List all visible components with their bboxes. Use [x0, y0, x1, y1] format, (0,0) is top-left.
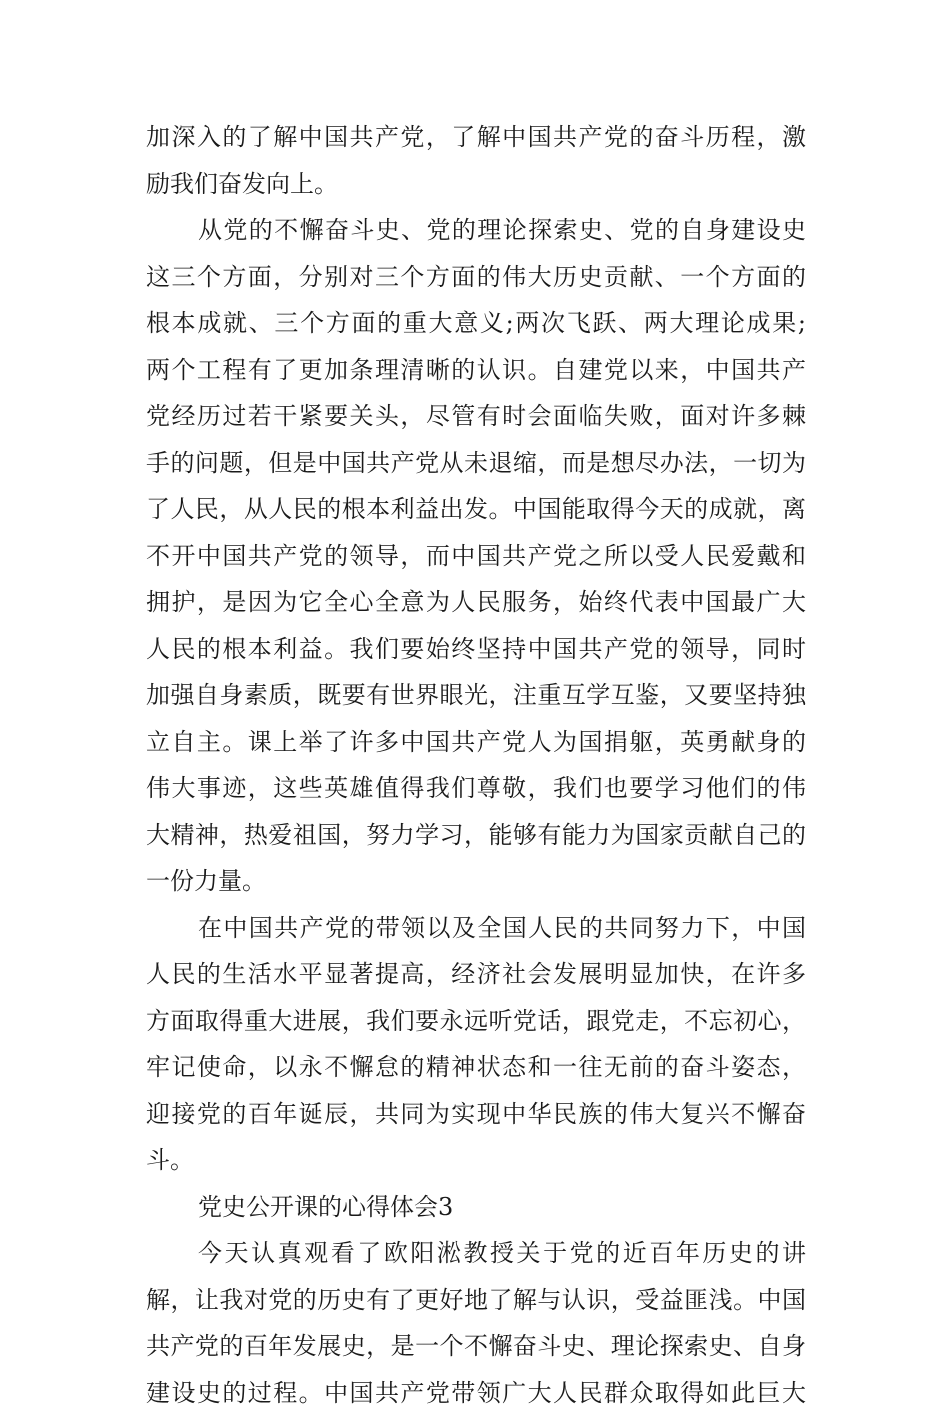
text-line: 励我们奋发向上。 [146, 161, 806, 208]
text-line: 这三个方面，分别对三个方面的伟大历史贡献、一个方面的 [146, 254, 806, 301]
paragraph [146, 114, 806, 207]
text-line: 今天认真观看了欧阳淞教授关于党的近百年历史的讲 [146, 1230, 806, 1277]
text-line: 手的问题，但是中国共产党从未退缩，而是想尽办法，一切为 [146, 440, 806, 487]
text-line: 两个工程有了更加条理清晰的认识。自建党以来，中国共产 [146, 347, 806, 394]
text-line: 一份力量。 [146, 858, 806, 905]
text-line: 从党的不懈奋斗史、党的理论探索史、党的自身建设史 [146, 207, 806, 254]
text-line: 人民的根本利益。我们要始终坚持中国共产党的领导，同时 [146, 626, 806, 673]
text-line: 拥护，是因为它全心全意为人民服务，始终代表中国最广大 [146, 579, 806, 626]
text-line: 了人民，从人民的根本利益出发。中国能取得今天的成就，离 [146, 486, 806, 533]
text-line: 在中国共产党的带领以及全国人民的共同努力下，中国 [146, 905, 806, 952]
text-line: 立自主。课上举了许多中国共产党人为国捐躯，英勇献身的 [146, 719, 806, 766]
text-line: 迎接党的百年诞辰，共同为实现中华民族的伟大复兴不懈奋 [146, 1091, 806, 1138]
document-page [146, 114, 806, 1416]
text-line: 建设史的过程。中国共产党带领广大人民群众取得如此巨大 [146, 1370, 806, 1416]
text-line: 解，让我对党的历史有了更好地了解与认识，受益匪浅。中国 [146, 1277, 806, 1324]
text-line: 党经历过若干紧要关头，尽管有时会面临失败，面对许多棘 [146, 393, 806, 440]
text-line: 斗。 [146, 1137, 806, 1184]
text-line: 不开中国共产党的领导，而中国共产党之所以受人民爱戴和 [146, 533, 806, 580]
text-line: 牢记使命，以永不懈怠的精神状态和一往无前的奋斗姿态， [146, 1044, 806, 1091]
text-line: 共产党的百年发展史，是一个不懈奋斗史、理论探索史、自身 [146, 1323, 806, 1370]
paragraph [146, 207, 806, 905]
paragraph [146, 1230, 806, 1416]
text-line: 根本成就、三个方面的重大意义;两次飞跃、两大理论成果; [146, 300, 806, 347]
section-heading [146, 1184, 806, 1231]
text-line: 加强自身素质，既要有世界眼光，注重互学互鉴，又要坚持独 [146, 672, 806, 719]
text-line: 大精神，热爱祖国，努力学习，能够有能力为国家贡献自己的 [146, 812, 806, 859]
text-line: 加深入的了解中国共产党，了解中国共产党的奋斗历程，激 [146, 114, 806, 161]
text-line: 伟大事迹，这些英雄值得我们尊敬，我们也要学习他们的伟 [146, 765, 806, 812]
text-line: 人民的生活水平显著提高，经济社会发展明显加快，在许多 [146, 951, 806, 998]
text-line: 方面取得重大进展，我们要永远听党话，跟党走，不忘初心， [146, 998, 806, 1045]
paragraph [146, 905, 806, 1184]
heading-text: 党史公开课的心得体会3 [146, 1184, 806, 1231]
